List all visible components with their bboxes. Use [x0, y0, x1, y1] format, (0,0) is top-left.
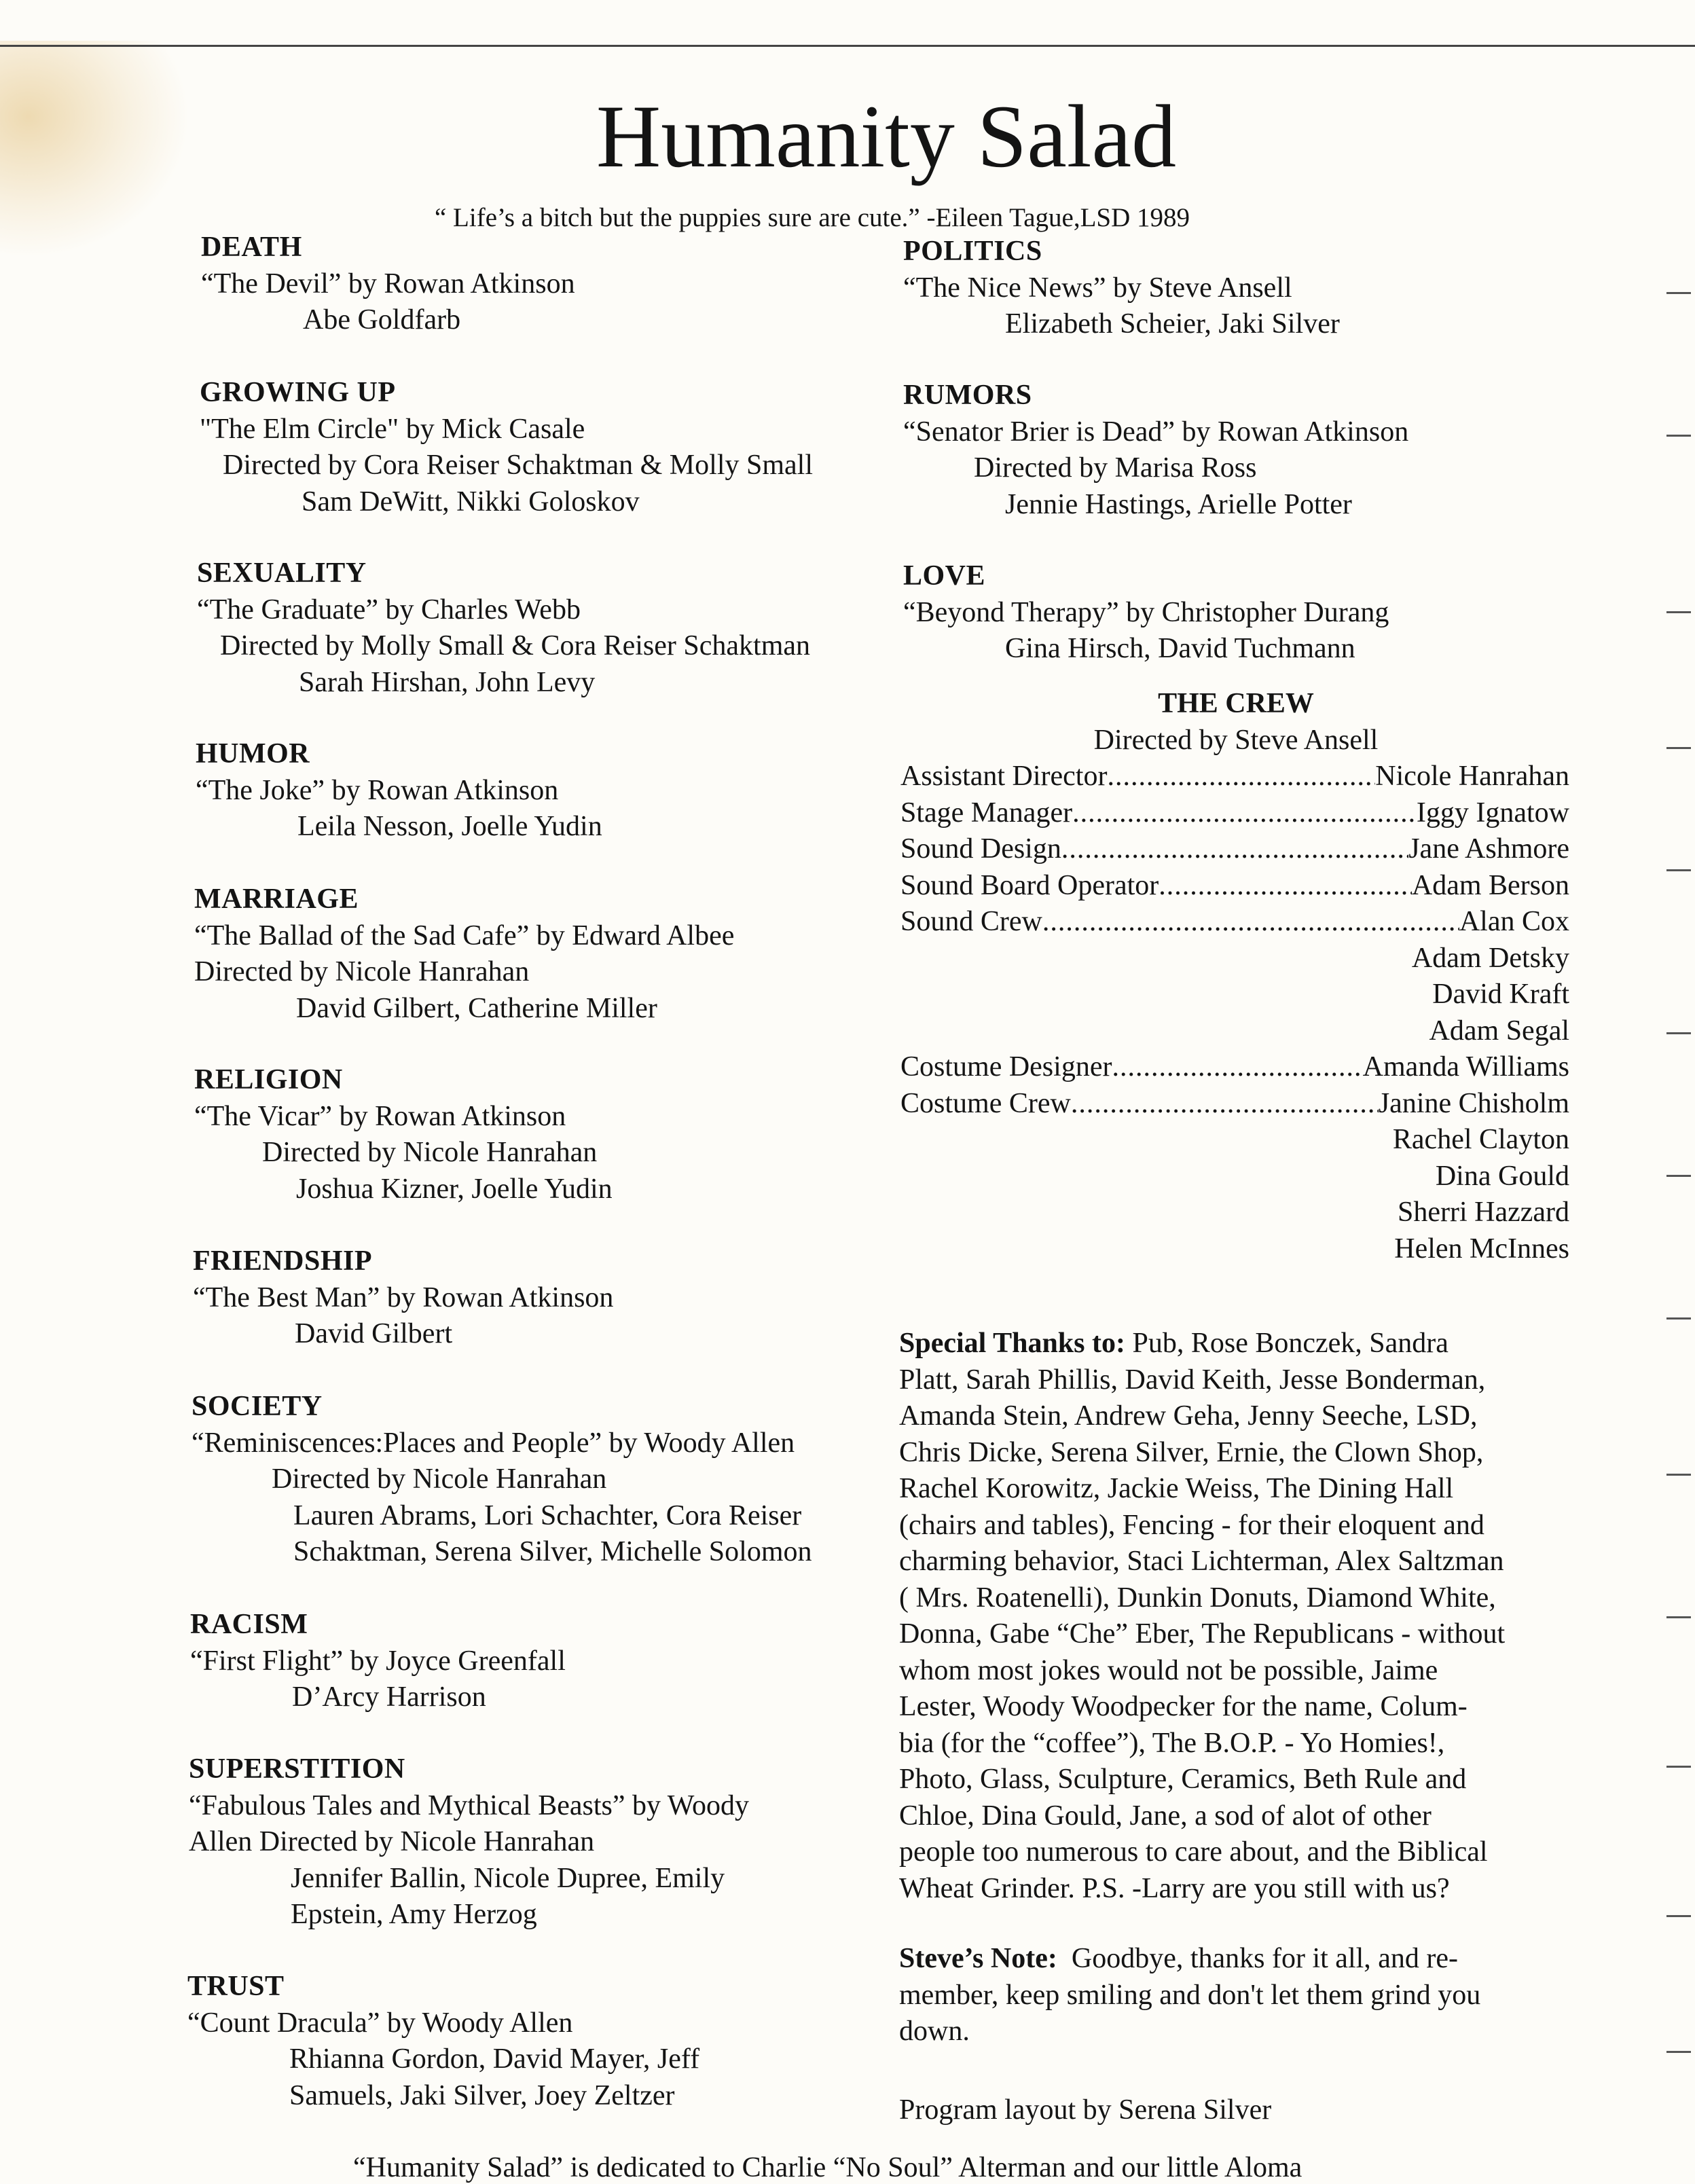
- credit-line: Rhianna Gordon, David Mayer, Jeff: [289, 2043, 700, 2075]
- paragraph-text: down.: [899, 2016, 970, 2047]
- paragraph-text: Photo, Glass, Sculpture, Ceramics, Beth Rule and: [899, 1764, 1467, 1795]
- crew-role: Sound Design: [900, 833, 1061, 864]
- crew-name: Alan Cox: [1459, 906, 1569, 937]
- crew-heading: THE CREW: [1158, 688, 1314, 719]
- edge-mark: [1666, 1032, 1691, 1034]
- edge-mark: [1666, 292, 1691, 294]
- section-heading: HUMOR: [196, 738, 310, 769]
- crew-row: [900, 904, 1569, 941]
- edge-mark: [1666, 747, 1691, 749]
- crew-role: Stage Manager: [900, 797, 1073, 829]
- crew-heading-block: [903, 686, 1569, 759]
- credit-line: Directed by Nicole Hanrahan: [194, 956, 530, 987]
- section-friendship: [193, 1243, 613, 1353]
- crew-name: Adam Segal: [1429, 1015, 1569, 1046]
- leader-dots: [1107, 759, 1375, 795]
- play-title-line: “Senator Brier is Dead” by Rowan Atkinson: [903, 416, 1409, 448]
- crew-name: Dina Gould: [1435, 1160, 1569, 1192]
- section-superstition: [189, 1751, 749, 1933]
- credit-line: Schaktman, Serena Silver, Michelle Solomon: [293, 1536, 812, 1567]
- section-heading: TRUST: [187, 1971, 285, 2002]
- section-trust: [187, 1969, 699, 2114]
- credit-line: Samuels, Jaki Silver, Joey Zeltzer: [289, 2079, 675, 2111]
- play-title-line: “The Graduate” by Charles Webb: [197, 594, 581, 625]
- top-rule: [0, 45, 1695, 47]
- credit-line: Lauren Abrams, Lori Schachter, Cora Reiser: [293, 1499, 802, 1531]
- section-heading: SUPERSTITION: [189, 1753, 405, 1785]
- page-title: Humanity Salad: [596, 86, 1177, 186]
- section-heading: GROWING UP: [200, 377, 396, 408]
- crew-row: [900, 1159, 1569, 1195]
- crew-name: Iggy Ignatow: [1416, 797, 1569, 829]
- section-death: [201, 230, 575, 339]
- paragraph-text: Wheat Grinder. P.S. -Larry are you still with us?: [899, 1872, 1450, 1904]
- leader-dots: [1042, 904, 1459, 941]
- section-rumors: [903, 378, 1408, 523]
- paragraph-text: Rachel Korowitz, Jackie Weiss, The Dining Hall: [899, 1473, 1454, 1504]
- paragraph-text: Chris Dicke, Serena Silver, Ernie, the Clown Shop,: [899, 1436, 1484, 1468]
- crew-row: [900, 1122, 1569, 1159]
- paragraph-line: [899, 1762, 1565, 1798]
- leader-dots: [1072, 795, 1417, 832]
- paragraph-line: [899, 1616, 1565, 1653]
- play-title-line: “The Ballad of the Sad Cafe” by Edward Albee: [194, 920, 735, 951]
- edge-mark: [1666, 1616, 1691, 1618]
- edge-hole-marks: [1654, 0, 1695, 2179]
- edge-mark: [1666, 1474, 1691, 1476]
- edge-mark: [1666, 869, 1691, 871]
- crew-name: Sherri Hazzard: [1397, 1197, 1569, 1228]
- play-title-line: “Beyond Therapy” by Christopher Durang: [903, 596, 1389, 628]
- section-love: [903, 558, 1389, 668]
- crew-name: Janine Chisholm: [1378, 1087, 1569, 1119]
- section-sexuality: [197, 556, 810, 701]
- crew-row: [900, 831, 1569, 868]
- crew-row: [900, 1231, 1569, 1268]
- credit-line: Sam DeWitt, Nikki Goloskov: [302, 486, 640, 517]
- special-thanks: [899, 1326, 1565, 1907]
- crew-row: [900, 1086, 1569, 1123]
- play-title-line: “Count Dracula” by Woody Allen: [187, 2007, 573, 2039]
- crew-role: Assistant Director: [900, 761, 1108, 792]
- paragraph-label: Steve’s Note:: [899, 1943, 1057, 1974]
- paragraph-line: [899, 1326, 1565, 1362]
- section-marriage: [194, 881, 734, 1027]
- credit-line: Directed by Nicole Hanrahan: [272, 1463, 607, 1495]
- credit-line: David Gilbert: [295, 1318, 453, 1349]
- edge-mark: [1666, 435, 1691, 437]
- section-heading: LOVE: [903, 560, 986, 592]
- section-heading: DEATH: [201, 232, 302, 263]
- paragraph-line: [899, 1726, 1565, 1762]
- paragraph-text: Platt, Sarah Phillis, David Keith, Jesse Bonderman,: [899, 1364, 1486, 1396]
- crew-name: Amanda Williams: [1362, 1051, 1569, 1082]
- paragraph-text: (chairs and tables), Fencing - for their eloquent and: [899, 1509, 1484, 1541]
- credit-line: Sarah Hirshan, John Levy: [299, 666, 596, 698]
- edge-mark: [1666, 611, 1691, 613]
- edge-mark: [1666, 1766, 1691, 1768]
- dedication-footer: “Humanity Salad” is dedicated to Charlie “No Soul” Alterman and our little Aloma: [353, 2152, 1302, 2183]
- crew-row: [900, 868, 1569, 905]
- credit-line: Directed by Cora Reiser Schaktman & Molly Small: [223, 450, 813, 481]
- crew-role: Costume Crew: [900, 1087, 1071, 1119]
- edge-mark: [1666, 1175, 1691, 1177]
- paragraph-line: [899, 1362, 1565, 1399]
- paragraph-text: ( Mrs. Roatenelli), Dunkin Donuts, Diamond White,: [899, 1582, 1496, 1614]
- crew-row: [900, 977, 1569, 1013]
- leader-dots: [1071, 1086, 1379, 1123]
- play-title-line: “Reminiscences:Places and People” by Woody Allen: [192, 1427, 795, 1459]
- crew-name: Nicole Hanrahan: [1375, 761, 1569, 792]
- paragraph-text: member, keep smiling and don't let them grind you: [899, 1979, 1481, 2011]
- credit-line: Directed by Molly Small & Cora Reiser Schaktman: [220, 630, 810, 661]
- credit-line: Leila Nesson, Joelle Yudin: [297, 811, 602, 842]
- crew-director: Directed by Steve Ansell: [1093, 724, 1379, 756]
- leader-dots: [1112, 1049, 1362, 1086]
- paragraph-text: whom most jokes would not be possible, Jaime: [899, 1654, 1438, 1686]
- epigraph-quote: “ Life’s a bitch but the puppies sure are cute.” -Eileen Tague,LSD 1989: [435, 203, 1190, 232]
- edge-mark: [1666, 1915, 1691, 1917]
- paragraph-line: [899, 1580, 1565, 1617]
- play-title-line: “Fabulous Tales and Mythical Beasts” by Woody: [189, 1789, 750, 1821]
- play-title-line: “The Joke” by Rowan Atkinson: [196, 774, 559, 806]
- crew-row: [900, 1195, 1569, 1231]
- crew-name: Adam Berson: [1411, 869, 1569, 901]
- crew-role: Costume Designer: [900, 1051, 1112, 1082]
- paragraph-line: [899, 1798, 1565, 1835]
- credit-line: D’Arcy Harrison: [292, 1681, 486, 1713]
- paragraph-text: Amanda Stein, Andrew Geha, Jenny Seeche, LSD,: [899, 1400, 1478, 1432]
- paragraph-text: Goodbye, thanks for it all, and re-: [1057, 1943, 1459, 1974]
- play-title-line: “First Flight” by Joyce Greenfall: [190, 1645, 566, 1677]
- paragraph-text: Pub, Rose Bonczek, Sandra: [1125, 1328, 1448, 1359]
- section-humor: [196, 736, 602, 845]
- crew-role: Sound Crew: [900, 906, 1042, 937]
- crew-row: [900, 759, 1569, 795]
- play-title-line: “The Vicar” by Rowan Atkinson: [194, 1100, 566, 1132]
- edge-mark: [1666, 1317, 1691, 1320]
- crew-row: [900, 1013, 1569, 1050]
- paragraph-text: Chloe, Dina Gould, Jane, a sod of alot of other: [899, 1800, 1432, 1832]
- paragraph-line: [899, 1834, 1565, 1871]
- paragraph-line: [899, 1398, 1565, 1435]
- credit-line: Directed by Nicole Hanrahan: [262, 1137, 598, 1168]
- crew-name: Jane Ashmore: [1408, 833, 1569, 864]
- credit-line: David Gilbert, Catherine Miller: [296, 992, 657, 1024]
- layout-credit: Program layout by Serena Silver: [899, 2094, 1272, 2126]
- paragraph-line: [899, 1471, 1565, 1508]
- paragraph-text: bia (for the “coffee”), The B.O.P. - Yo Homies!,: [899, 1727, 1445, 1759]
- section-heading: SOCIETY: [192, 1391, 323, 1422]
- play-title-line: “The Devil” by Rowan Atkinson: [201, 268, 575, 299]
- credit-line: Joshua Kizner, Joelle Yudin: [296, 1173, 613, 1205]
- section-heading: RUMORS: [903, 380, 1032, 411]
- paragraph-label: Special Thanks to:: [899, 1328, 1125, 1359]
- section-heading: RELIGION: [194, 1064, 343, 1095]
- crew-row: [900, 1049, 1569, 1086]
- section-racism: [190, 1607, 566, 1716]
- edge-mark: [1666, 2051, 1691, 2053]
- paragraph-line: [899, 1508, 1565, 1544]
- steves-note: [899, 1941, 1565, 2050]
- play-title-line: “The Best Man” by Rowan Atkinson: [193, 1281, 614, 1313]
- paragraph-text: charming behavior, Staci Lichterman, Alex Saltzman: [899, 1546, 1504, 1577]
- credit-line: Jennie Hastings, Arielle Potter: [1005, 488, 1352, 520]
- crew-row: [900, 941, 1569, 977]
- section-heading: FRIENDSHIP: [193, 1245, 373, 1277]
- paragraph-text: Lester, Woody Woodpecker for the name, Colum-: [899, 1691, 1468, 1722]
- section-heading: MARRIAGE: [194, 884, 359, 915]
- crew-name: Adam Detsky: [1411, 942, 1569, 974]
- section-growing-up: [200, 375, 813, 520]
- paragraph-line: [899, 1653, 1565, 1690]
- credit-line: Abe Goldfarb: [303, 304, 461, 335]
- paragraph-line: [899, 1871, 1565, 1908]
- leader-dots: [1159, 868, 1412, 905]
- credit-line: Elizabeth Scheier, Jaki Silver: [1005, 308, 1340, 340]
- section-religion: [194, 1062, 613, 1207]
- credit-line: Gina Hirsch, David Tuchmann: [1005, 633, 1355, 664]
- section-heading: SEXUALITY: [197, 558, 367, 589]
- crew-name: David Kraft: [1432, 979, 1569, 1010]
- section-politics: [903, 234, 1340, 343]
- play-title-line: “The Nice News” by Steve Ansell: [903, 272, 1292, 304]
- paragraph-line: [899, 1941, 1565, 1978]
- leader-dots: [1061, 831, 1408, 868]
- paragraph-line: [899, 1544, 1565, 1580]
- section-heading: POLITICS: [903, 236, 1042, 267]
- section-heading: RACISM: [190, 1609, 308, 1640]
- credit-line: Epstein, Amy Herzog: [291, 1899, 537, 1930]
- play-title-line: "The Elm Circle" by Mick Casale: [200, 413, 585, 445]
- paragraph-line: [899, 1435, 1565, 1472]
- credit-line: Jennifer Ballin, Nicole Dupree, Emily: [291, 1862, 725, 1894]
- crew-name: Helen McInnes: [1394, 1233, 1569, 1264]
- crew-row: [900, 795, 1569, 832]
- crew-name: Rachel Clayton: [1392, 1124, 1569, 1155]
- paragraph-line: [899, 1978, 1565, 2014]
- crew-role: Sound Board Operator: [900, 869, 1159, 901]
- credit-line: Directed by Marisa Ross: [974, 452, 1257, 484]
- paragraph-text: people too numerous to care about, and the Biblical: [899, 1836, 1488, 1868]
- paragraph-line: [899, 1689, 1565, 1726]
- crew-list: [900, 759, 1569, 1267]
- paragraph-line: [899, 2014, 1565, 2050]
- section-society: [192, 1389, 812, 1571]
- paragraph-text: Donna, Gabe “Che” Eber, The Republicans - without: [899, 1618, 1506, 1650]
- credit-line: Allen Directed by Nicole Hanrahan: [189, 1826, 595, 1857]
